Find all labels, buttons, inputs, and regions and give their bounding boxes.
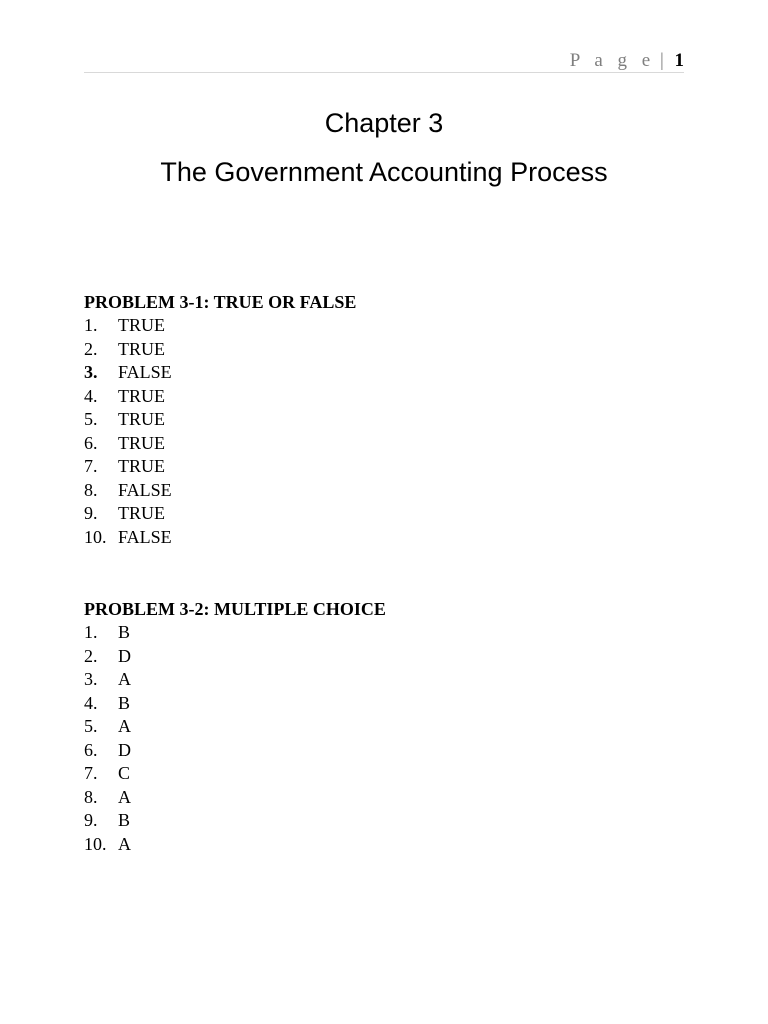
item-answer: D <box>118 645 131 666</box>
item-answer: TRUE <box>118 338 165 359</box>
item-answer: TRUE <box>118 385 165 406</box>
page-header <box>84 50 684 73</box>
list-item <box>84 621 684 645</box>
item-answer: TRUE <box>118 456 165 476</box>
list-item <box>84 314 684 338</box>
item-number: 9. <box>84 810 98 830</box>
item-answer: TRUE <box>118 315 165 335</box>
item-number: 7. <box>84 456 98 476</box>
item-number: 1. <box>84 622 98 642</box>
list-item <box>84 786 684 810</box>
chapter-title: Chapter 3 <box>324 108 444 138</box>
problem-3-2-section <box>84 597 684 856</box>
item-number: 2. <box>84 645 98 666</box>
item-answer: FALSE <box>118 526 172 547</box>
item-number: 6. <box>84 432 98 453</box>
problem-3-1-section <box>84 290 684 549</box>
page-separator: | <box>659 50 664 71</box>
item-answer: A <box>118 786 131 807</box>
item-answer: TRUE <box>118 503 165 523</box>
item-answer: B <box>118 810 131 830</box>
item-number: 7. <box>84 763 98 783</box>
list-item <box>84 645 684 669</box>
document-title: The Government Accounting Process <box>160 157 608 187</box>
list-item <box>84 385 684 409</box>
item-number: 3. <box>84 362 98 382</box>
item-number: 5. <box>84 409 98 429</box>
item-number: 10. <box>84 526 107 547</box>
item-number: 3. <box>84 669 98 689</box>
item-answer: B <box>118 622 131 642</box>
item-number: 4. <box>84 692 98 713</box>
item-number: 9. <box>84 503 98 523</box>
item-answer: D <box>118 739 131 760</box>
item-answer: TRUE <box>118 432 165 453</box>
page-label: P a g e <box>569 50 656 71</box>
list-item <box>84 833 684 857</box>
item-number: 10. <box>84 833 107 854</box>
item-answer: B <box>118 692 131 713</box>
list-item <box>84 809 684 833</box>
item-number: 6. <box>84 739 98 760</box>
list-item <box>84 526 684 550</box>
answer-list <box>84 314 684 549</box>
item-number: 2. <box>84 338 98 359</box>
item-number: 8. <box>84 479 98 500</box>
section-heading: PROBLEM 3-2: MULTIPLE CHOICE <box>84 599 386 619</box>
item-number: 1. <box>84 315 98 335</box>
item-number: 5. <box>84 716 98 736</box>
list-item <box>84 739 684 763</box>
list-item <box>84 338 684 362</box>
item-number: 4. <box>84 385 98 406</box>
list-item <box>84 408 684 432</box>
list-item <box>84 502 684 526</box>
page-indicator <box>570 50 684 72</box>
item-answer: TRUE <box>118 409 165 429</box>
list-item <box>84 432 684 456</box>
item-answer: FALSE <box>118 362 172 382</box>
item-answer: FALSE <box>118 479 172 500</box>
page-number: 1 <box>674 50 684 71</box>
list-item <box>84 479 684 503</box>
list-item <box>84 361 684 385</box>
list-item <box>84 715 684 739</box>
item-answer: C <box>118 763 131 783</box>
item-number: 8. <box>84 786 98 807</box>
list-item <box>84 668 684 692</box>
answer-list <box>84 621 684 856</box>
item-answer: A <box>118 716 131 736</box>
list-item <box>84 455 684 479</box>
section-heading: PROBLEM 3-1: TRUE OR FALSE <box>84 292 357 312</box>
item-answer: A <box>118 669 131 689</box>
list-item <box>84 692 684 716</box>
item-answer: A <box>118 833 131 854</box>
list-item <box>84 762 684 786</box>
